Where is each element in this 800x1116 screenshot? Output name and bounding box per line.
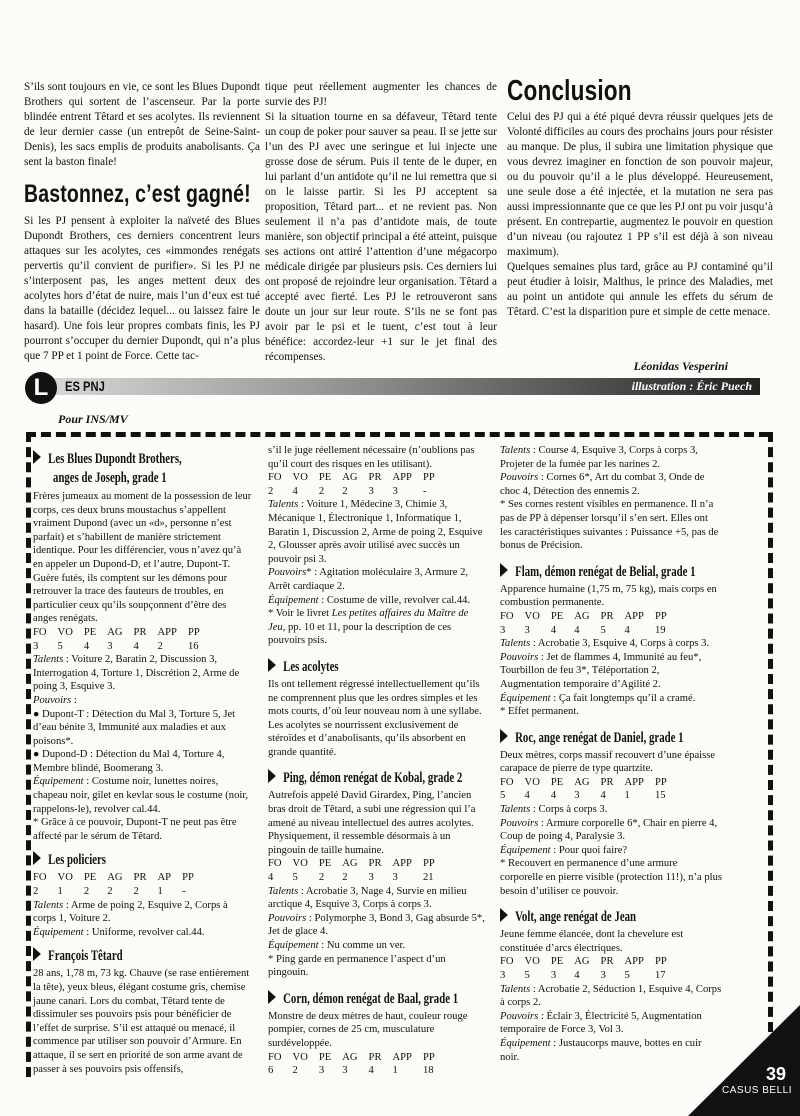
stat-value: 4 — [574, 970, 580, 981]
stat-value: 4 — [133, 640, 139, 652]
stat-value: 5 — [57, 640, 63, 652]
stat-head: PE — [550, 956, 564, 968]
npc-powers: Pouvoirs : Cornes 6*, Art du combat 3, Onde de choc 4, Détection des ennemis 2. — [500, 472, 705, 497]
npc-note: * Ping garde en permanence l’aspect d’un pingouin. — [268, 953, 446, 979]
triangle-bullet-icon — [500, 908, 508, 922]
article-column-3 — [507, 75, 773, 320]
stat-value: 3 — [392, 872, 398, 884]
stat-head: AG — [574, 956, 590, 968]
npc-talents: Talents : Voiture 1, Médecine 3, Chimie 3, Mécanique 1, Électronique 1, Informatique 1, Baratin 1, Discussion 2, Arme de poing 2, Esquive 2, Glousser après avoir utilisé avec succès un pouvoir psi 3. — [268, 499, 483, 565]
npc-name: Ping, démon renégat de Kobal, grade 2 — [283, 770, 463, 787]
stat-head: VO — [524, 610, 540, 622]
npc-note: * Grâce à ce pouvoir, Dupont-T ne peut pas être affecté par le sérum de Têtard. — [33, 817, 237, 842]
stat-value: 3 — [600, 970, 606, 981]
stat-value: 3 — [33, 640, 39, 652]
stat-head: VO — [524, 956, 540, 968]
npc-name: Les policiers — [48, 852, 107, 869]
npc-description: Deux mètres, corps massif recouvert d’une épaisse carapace de pierre de type quartzite. — [500, 749, 716, 775]
stat-head: VO — [524, 776, 540, 788]
npc-note: * Ses cornes restent visibles en permanence. Il n’a pas de PP à dépenser lorsqu’il s’en sert. Elles ont les caractéristiques suivantes : Puissance +5, pas de bonus de Précision. — [500, 499, 719, 552]
stat-head: PR — [368, 858, 382, 870]
stat-head: PE — [550, 610, 564, 622]
stat-value: 4 — [624, 624, 630, 636]
stat-table — [268, 1051, 488, 1078]
stat-head: PE — [83, 626, 97, 638]
npc-note: * Voir le livret Les petites affaires du Maître de Jeu, pp. 10 et 11, pour la description de ces pouvoirs psis. — [268, 608, 469, 647]
npc-description: Apparence humaine (1,75 m, 75 kg), mais corps en combustion permanente. — [500, 583, 717, 609]
stat-head: PP — [182, 872, 194, 884]
npc-powers-d: ● Dupond-D : Détection du Mal 4, Torture 4, Membre blindé, Boomerang 3. — [33, 749, 225, 774]
paragraph: Celui des PJ qui a été piqué devra réussir quelques jets de Volonté difficiles au cours des prochains jours pour résister au manque. De plus, il subira une limitation physique que vous devrez imaginer en fonction de son pouvoir majeur, ou du pouvoir qu’il a le plus développé. Heureusement, une seule dose a été injectée, et la mutation ne sera pas aussi impressionnante que ce que les PJ ont pu voir jusqu’à présent. En contrepartie, augmentez le pouvoir en question d’un niveau (ou rajoutez 1 PP s’il est déjà à son niveau maximum). — [507, 111, 773, 258]
npc-entry-blues — [33, 450, 253, 843]
stat-head: FO — [268, 1051, 282, 1063]
stat-value: 5 — [624, 970, 630, 981]
stat-head: PR — [600, 610, 614, 622]
npc-description: Ils ont tellement régressé intellectuellement qu’ils ne comprennent plus que les ordres simples et les mots courts, d’où leur nouveau nom à une syllabe. Les acolytes se nourrissent exclusivement de stéroïdes et d’anabolisants, qu’ils absorbent en grande quantité. — [268, 678, 482, 758]
stat-value: 3 — [500, 970, 506, 981]
paragraph: Si la situation tourne en sa défaveur, Têtard tente un coup de poker pour sauver sa peau. Il se jette sur l’un des PJ avec une seringue et lui injecte une grosse dose de sérum. Puis il tente de le duper, en lui parlant d’un antidote qu’il ne lui remettra que si on le laisse partir. Si les PJ acceptent sa proposition, Têtard part... et ne revient pas. Non seulement il n’a pas d’antidote mais, de toute manière, son objectif principal a été atteint, puisque ses actions ont attiré l’attention d’une mégacorpo médicale dirigée par plusieurs psis. Ces derniers lui ont proposé de rejoindre leur organisation. Têtard a accepté avec fierté. Les PJ le retrouveront sans doute un jour sur leur route. S’ils ne se font pas avoir par le psi et le tuent, c’est tout à leur bénéfice: accordez-leur +1 sur le jet final des récompenses. — [265, 111, 497, 363]
stat-value: 2 — [107, 886, 113, 898]
triangle-bullet-icon — [33, 947, 41, 961]
stat-value: 1 — [57, 886, 63, 898]
npc-column-1 — [33, 444, 253, 1076]
stat-head: AG — [107, 872, 123, 884]
npc-equipment: Équipement : Ça fait longtemps qu’il a cramé. — [500, 692, 696, 704]
triangle-bullet-icon — [500, 563, 508, 577]
stat-value: 3 — [368, 485, 374, 497]
stat-table — [500, 610, 722, 637]
page-number: 39 — [765, 1064, 786, 1084]
npc-talents: Talents : Acrobatie 3, Esquive 4, Corps à corps 3. — [500, 638, 710, 650]
stat-value: - — [182, 886, 186, 898]
npc-entry-policiers — [33, 851, 253, 939]
stat-head: AG — [574, 610, 590, 622]
stat-head: APP — [624, 956, 644, 968]
npc-box-frame-right — [768, 432, 773, 1032]
section-heading: Bastonnez, c’est gagné! — [24, 180, 251, 208]
stat-value: 1 — [624, 790, 630, 802]
npc-equipment: Équipement : Nu comme un ver. — [268, 940, 406, 951]
npc-powers: Pouvoirs : Polymorphe 3, Bond 3, Gag absurde 5*, Jet de glace 4. — [268, 912, 485, 938]
stat-head: VO — [292, 1051, 308, 1063]
stat-head: PE — [318, 858, 332, 870]
page-corner-triangle — [688, 1005, 800, 1116]
npc-talents: Talents : Course 4, Esquive 3, Corps à corps 3, Projeter de la fumée par les narines 2. — [500, 445, 698, 470]
stat-head: APP — [624, 610, 644, 622]
npc-equipment: Équipement : Uniforme, revolver cal.44. — [33, 926, 205, 938]
stat-head: APP — [392, 858, 412, 870]
stat-value: 2 — [318, 485, 325, 497]
stat-head: PR — [368, 472, 382, 484]
stat-head: PE — [550, 776, 564, 788]
stat-head: PR — [133, 872, 147, 884]
stat-table — [33, 626, 253, 653]
stat-head: PR — [368, 1051, 382, 1063]
stat-head: FO — [500, 610, 514, 622]
stat-head: PP — [654, 776, 667, 788]
stat-value: 2 — [133, 886, 139, 898]
npc-talents: Talents : Corps à corps 3. — [500, 804, 608, 816]
stat-value: 2 — [157, 640, 163, 652]
stat-head: PP — [654, 956, 667, 968]
stat-value: 2 — [33, 886, 39, 898]
npc-entry-roc — [500, 729, 722, 899]
stat-head: AG — [342, 1051, 358, 1063]
stat-value: 3 — [107, 640, 113, 652]
pnj-banner — [25, 372, 760, 404]
stat-head: PR — [133, 626, 147, 638]
npc-description: Jeune femme élancée, dont la chevelure est constituée d’arcs électriques. — [500, 929, 684, 954]
stat-head: PR — [600, 776, 614, 788]
npc-column-2 — [268, 444, 488, 1078]
stat-value: 5 — [524, 970, 530, 981]
stat-value: 3 — [368, 872, 374, 884]
triangle-bullet-icon — [268, 658, 276, 672]
stat-value: 4 — [550, 790, 557, 802]
stat-value: 2 — [83, 886, 90, 898]
stat-value: 21 — [422, 872, 434, 884]
stat-value: 4 — [83, 640, 90, 652]
npc-column-3 — [500, 444, 722, 1064]
npc-name: Volt, ange renégat de Jean — [515, 909, 637, 926]
npc-equipment: Équipement : Costume noir, lunettes noires, chapeau noir, gilet en kevlar sous le costume (noir, rappelons-le), revolver cal.44. — [33, 776, 249, 815]
article-column-1 — [24, 80, 260, 364]
stat-value: 2 — [342, 872, 348, 884]
stat-value: 5 — [292, 872, 298, 884]
stat-head: FO — [500, 956, 514, 968]
npc-name: Roc, ange renégat de Daniel, grade 1 — [515, 729, 684, 746]
npc-powers: Pouvoirs : Éclair 3, Électricité 5, Augmentation temporaire de Force 3, Vol 3. — [500, 1010, 702, 1036]
triangle-bullet-icon — [500, 729, 508, 743]
npc-name: Corn, démon renégat de Baal, grade 1 — [283, 990, 459, 1007]
stat-head: PE — [83, 872, 97, 884]
stat-value: 3 — [524, 624, 530, 636]
article-column-2 — [265, 80, 497, 365]
paragraph: Si les PJ pensent à exploiter la naïveté des Blues Dupondt Brothers, ces derniers concentrent leurs attaques sur les acolytes, ces «immondes renégats pervertis qu’il convient de purifier». Si les PJ ne s’interposent pas, les anges mettent deux des acolytes hors d’état de nuire, mais l’un d’eux est tué dans la bataille (décidez lequel... ou laissez faire le hasard). Une fois leur propres combats finis, les PJ pourront s’occuper du dernier Dupondt, qui n’a plus que 7 PP et 1 point de Force. Cette tac- — [24, 215, 260, 362]
npc-name: Flam, démon renégat de Belial, grade 1 — [515, 563, 696, 580]
npc-talents: Talents : Acrobatie 2, Séduction 1, Esquive 4, Corps à corps 2. — [500, 983, 722, 1009]
stat-table — [500, 776, 722, 803]
stat-value: 3 — [574, 790, 580, 802]
stat-value: 19 — [654, 624, 666, 636]
npc-powers-t: ● Dupont-T : Détection du Mal 3, Torture 5, Jet d’eau bénite 3, Immunité aux maladies et aux poisons*. — [33, 708, 236, 747]
paragraph: Quelques semaines plus tard, grâce au PJ contaminé qu’il peut étudier à loisir, Malthus, le prince des Maladies, met au point un antidote qui annule les effets du sérum de Têtard. C’est la disparition pure et simple de cette menace. — [507, 261, 773, 318]
dot-bullet-icon: ● — [33, 749, 40, 761]
npc-entry-acolytes — [268, 658, 488, 760]
npc-powers: Pouvoirs : — [33, 694, 77, 706]
npc-talents: Talents : Arme de poing 2, Esquive 2, Corps à corps 1, Voiture 2. — [33, 899, 228, 925]
stat-head: VO — [292, 858, 308, 870]
stat-head: FO — [33, 626, 47, 638]
stat-head: VO — [57, 872, 73, 884]
stat-head: APP — [392, 472, 412, 484]
npc-description-cont: s’il le juge réellement nécessaire (n’oublions pas qu’il court des risques en les utilisant). — [268, 445, 475, 470]
stat-value: 17 — [654, 970, 666, 981]
stat-value: 4 — [292, 485, 298, 497]
stat-value: 3 — [342, 1065, 348, 1077]
stat-value: 6 — [268, 1065, 274, 1077]
stat-head: PE — [318, 1051, 332, 1063]
drop-cap-letter: L — [25, 372, 57, 404]
npc-entry-tetard — [33, 947, 253, 1076]
npc-equipment: Équipement : Pour quoi faire? — [500, 844, 628, 856]
stat-value: 4 — [268, 872, 274, 884]
section-heading: Conclusion — [507, 75, 632, 107]
stat-value: 5 — [600, 624, 606, 636]
npc-entry-corn — [268, 990, 488, 1078]
stat-value: 2 — [318, 872, 325, 884]
npc-name: Les Blues Dupondt Brothers, — [48, 451, 182, 467]
stat-table — [33, 871, 253, 898]
stat-value: - — [422, 485, 427, 497]
npc-powers: Pouvoirs : Jet de flammes 4, Immunité au feu*, Tourbillon de feu 3*, Téléportation 2, Augmentation temporaire d’Agilité 2. — [500, 651, 702, 690]
npc-name: François Têtard — [48, 948, 123, 965]
stat-value: 4 — [574, 624, 580, 636]
npc-equipment: Équipement : Justaucorps mauve, bottes en cuir noir. — [500, 1037, 702, 1063]
npc-description: 28 ans, 1,78 m, 73 kg. Chauve (se rase entièrement la tête), yeux bleus, élégant costume gris, chemise jaune canari. Lors du combat, Têtard tente de dissimuler ses pouvoirs psis pour bénéficier de l’effet de surprise. S’il est attaqué ou menacé, il commence par utiliser son pouvoir d’Armure. En attaque, il se sert en priorité de son arme avant de passer à ses pouvoirs psis offensifs, — [33, 968, 250, 1075]
stat-value: 15 — [654, 790, 666, 802]
stat-value: 3 — [550, 970, 557, 981]
stat-head: PR — [600, 956, 614, 968]
stat-head: FO — [500, 776, 514, 788]
triangle-bullet-icon — [33, 450, 41, 464]
paragraph: S’ils sont toujours en vie, ce sont les Blues Dupondt Brothers qui sortent de l’ascenseur. Par la porte blindée entrent Têtard et ses acolytes. Ils reviennent de leur dernier casse (un entrepôt de Seine-Saint-Denis), les sacs emplis de produits anabolisants. Ça sent la baston finale! — [24, 81, 260, 168]
stat-head: FO — [33, 872, 47, 884]
npc-name-line2: anges de Joseph, grade 1 — [53, 470, 167, 486]
npc-description: Monstre de deux mètres de haut, couleur rouge pompier, cornes de 25 cm, musculature surdéveloppée. — [268, 1010, 468, 1049]
npc-name: Les acolytes — [283, 658, 339, 675]
stat-head: VO — [292, 472, 308, 484]
npc-note: * Effet permanent. — [500, 706, 579, 718]
stat-value: 3 — [318, 1065, 325, 1077]
illustration-credit: illustration : Éric Puech — [631, 379, 752, 393]
npc-talents: Talents : Acrobatie 3, Nage 4, Survie en milieu arctique 4, Esquive 3, Corps à corps 3. — [268, 885, 467, 911]
stat-head: PP — [422, 472, 435, 484]
stat-value: 2 — [342, 485, 348, 497]
triangle-bullet-icon — [33, 851, 41, 865]
stat-value: 4 — [524, 790, 530, 802]
banner-title: ES PNJ — [65, 378, 105, 394]
stat-head: APP — [624, 776, 644, 788]
stat-head: VO — [57, 626, 73, 638]
stat-value: 3 — [392, 485, 398, 497]
stat-value: 18 — [422, 1065, 434, 1077]
stat-value: 5 — [500, 790, 506, 802]
stat-head: PP — [422, 858, 435, 870]
npc-talents: Talents : Voiture 2, Baratin 2, Discussion 3, Interrogation 4, Torture 1, Discrétion 2, Arme de poing 3, Esquive 3. — [33, 654, 240, 693]
stat-value: 4 — [550, 624, 557, 636]
stat-table — [268, 857, 488, 884]
stat-value: 16 — [187, 640, 199, 652]
stat-head: FO — [268, 472, 282, 484]
stat-table — [500, 955, 722, 982]
stat-value: 1 — [392, 1065, 398, 1077]
npc-equipment: Équipement : Costume de ville, revolver cal.44. — [268, 594, 471, 606]
npc-entry-ping — [268, 769, 488, 979]
stat-head: AG — [342, 858, 358, 870]
dot-bullet-icon: ● — [33, 708, 40, 720]
stat-head: FO — [268, 858, 282, 870]
triangle-bullet-icon — [268, 769, 276, 783]
paragraph: tique peut réellement augmenter les chances de survie des PJ! — [265, 81, 497, 108]
magazine-name: CASUS BELLI — [722, 1085, 792, 1096]
stat-head: AG — [342, 472, 358, 484]
stat-value: 4 — [600, 790, 606, 802]
stat-value: 1 — [157, 886, 163, 898]
author-signature: Léonidas Vesperini — [633, 359, 728, 373]
stat-head: APP — [392, 1051, 412, 1063]
stat-head: AP — [157, 872, 172, 884]
stat-head: AG — [107, 626, 123, 638]
stat-value: 4 — [368, 1065, 374, 1077]
npc-powers: Pouvoirs : Armure corporelle 6*, Chair en pierre 4, Coup de poing 4, Paralysie 3. — [500, 817, 718, 843]
npc-note: * Recouvert en permanence d’une armure corporelle en pierre visible (protection 11!), n’a plus besoin d’utiliser ce pouvoir. — [500, 858, 722, 897]
stat-head: PP — [187, 626, 200, 638]
stat-value: 2 — [268, 485, 274, 497]
stat-head: APP — [157, 626, 177, 638]
stat-value: 3 — [500, 624, 506, 636]
npc-entry-flam — [500, 563, 722, 719]
stat-table — [268, 471, 488, 498]
npc-description: Autrefois appelé David Girardex, Ping, l’ancien bras droit de Têtard, a subi une régression qui l’a amené au niveau intellectuel des autres acolytes. Physiquement, il ressemble désormais à un pingouin de taille humaine. — [268, 790, 476, 856]
npc-description: Frères jumeaux au moment de la possession de leur corps, ces deux bruns moustachus s’appellent vraiment Dupond (avec un «d», personne n’est parfait) et s’habillent de manière strictement identique. Pour les différencier, vous n’avez qu’à en appeler un Dupond-D, et l’autre, Dupont-T. Guère futés, ils comptent sur les démons pour retrouver la trace des fauteurs de troubles, en particulier ceux qu’ils soupçonnent d’être des anges renégats. — [33, 491, 252, 625]
npc-powers: Pouvoirs* : Agitation moléculaire 3, Armure 2, Arrêt cardiaque 2. — [268, 567, 469, 592]
stat-head: PP — [422, 1051, 435, 1063]
stat-value: 2 — [292, 1065, 298, 1077]
stat-head: AG — [574, 776, 590, 788]
stat-head: PP — [654, 610, 667, 622]
triangle-bullet-icon — [268, 990, 276, 1004]
game-system-label: Pour INS/MV — [58, 412, 128, 426]
stat-head: PE — [318, 472, 332, 484]
